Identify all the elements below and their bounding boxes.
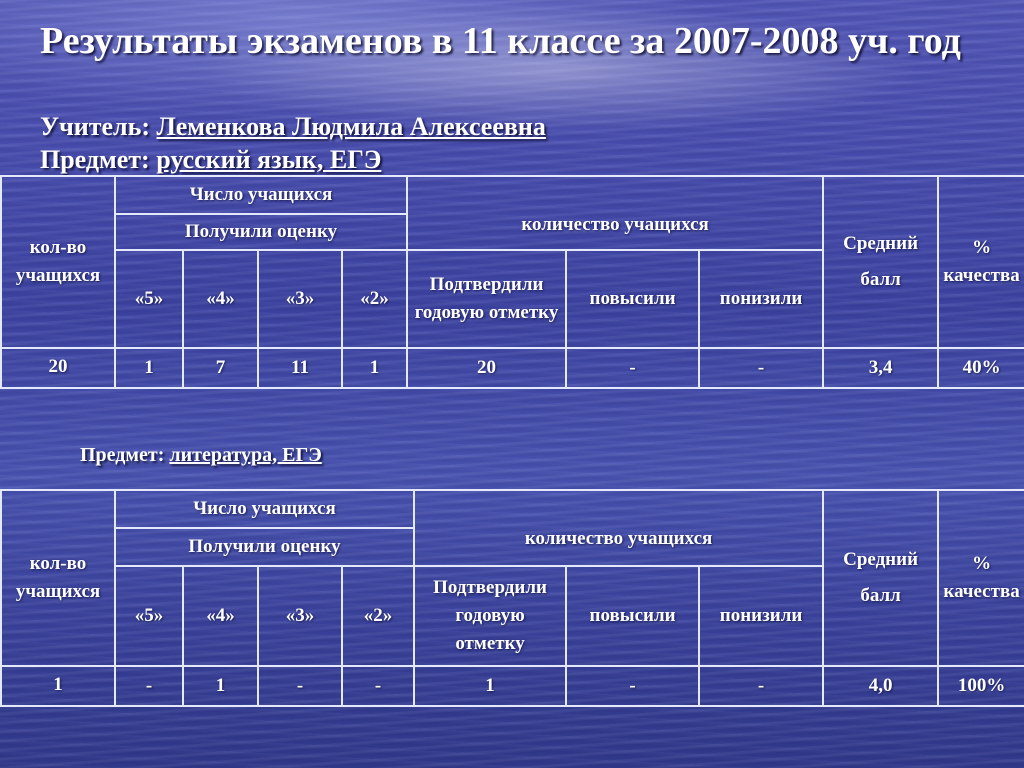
header-grade-3: «3» <box>258 566 342 666</box>
cell-count: 1 <box>1 666 115 706</box>
header-grade-3: «3» <box>258 250 342 348</box>
header-lowered: понизили <box>699 250 823 348</box>
header-lowered: понизили <box>699 566 823 666</box>
header-confirmed: Подтвердили годовую отметку <box>414 566 566 666</box>
teacher-name: Леменкова Людмила Алексеевна <box>156 112 546 141</box>
cell-grade-5: - <box>115 666 183 706</box>
header-grade-5: «5» <box>115 250 183 348</box>
cell-confirmed: 1 <box>414 666 566 706</box>
cell-avg: 3,4 <box>823 348 938 388</box>
header-grade-2: «2» <box>342 566 414 666</box>
results-table-literature <box>0 489 1024 707</box>
cell-grade-5: 1 <box>115 348 183 388</box>
quality-label: качества <box>943 265 1020 286</box>
header-avg: Средний балл <box>823 490 938 666</box>
header-grade-2: «2» <box>342 250 407 348</box>
header-raised: повысили <box>566 250 699 348</box>
cell-grade-3: 11 <box>258 348 342 388</box>
table-row <box>1 348 1024 388</box>
header-students: Число учащихся <box>115 490 414 528</box>
header-num-students: количество учащихся <box>414 490 823 566</box>
header-raised: повысили <box>566 566 699 666</box>
slide-title: Результаты экзаменов в 11 классе за 2007-2008 уч. год <box>40 20 961 62</box>
subject-value: литература, ЕГЭ <box>169 444 322 466</box>
cell-confirmed: 20 <box>407 348 566 388</box>
cell-count: 20 <box>1 348 115 388</box>
cell-quality: 40% <box>938 348 1024 388</box>
cell-lowered: - <box>699 348 823 388</box>
cell-avg: 4,0 <box>823 666 938 706</box>
header-count: кол-во учащихся <box>1 490 115 666</box>
cell-grade-2: 1 <box>342 348 407 388</box>
header-students: Число учащихся <box>115 176 407 214</box>
header-got-grade: Получили оценку <box>115 214 407 250</box>
teacher-line <box>40 111 546 143</box>
table-row <box>1 666 1024 706</box>
header-grade-5: «5» <box>115 566 183 666</box>
cell-grade-4: 1 <box>183 666 258 706</box>
subject-label: Предмет: <box>40 145 150 174</box>
percent-sign: % <box>972 237 992 258</box>
header-confirmed: Подтвердили годовую отметку <box>407 250 566 348</box>
subject-value: русский язык, ЕГЭ <box>156 145 382 174</box>
cell-grade-2: - <box>342 666 414 706</box>
percent-sign: % <box>972 553 992 574</box>
subject-label: Предмет: <box>80 444 165 466</box>
cell-raised: - <box>566 348 699 388</box>
cell-grade-4: 7 <box>183 348 258 388</box>
cell-raised: - <box>566 666 699 706</box>
header-quality <box>938 490 1024 666</box>
cell-grade-3: - <box>258 666 342 706</box>
header-grade-4: «4» <box>183 566 258 666</box>
header-num-students: количество учащихся <box>407 176 823 250</box>
header-count: кол-во учащихся <box>1 176 115 348</box>
header-grade-4: «4» <box>183 250 258 348</box>
cell-lowered: - <box>699 666 823 706</box>
header-avg: Средний балл <box>823 176 938 348</box>
teacher-label: Учитель: <box>40 112 151 141</box>
results-table-russian <box>0 175 1024 389</box>
subject-line-literature <box>80 440 322 470</box>
cell-quality: 100% <box>938 666 1024 706</box>
quality-label: качества <box>943 581 1020 602</box>
subject-line-russian <box>40 144 381 176</box>
header-quality <box>938 176 1024 348</box>
header-got-grade: Получили оценку <box>115 528 414 566</box>
